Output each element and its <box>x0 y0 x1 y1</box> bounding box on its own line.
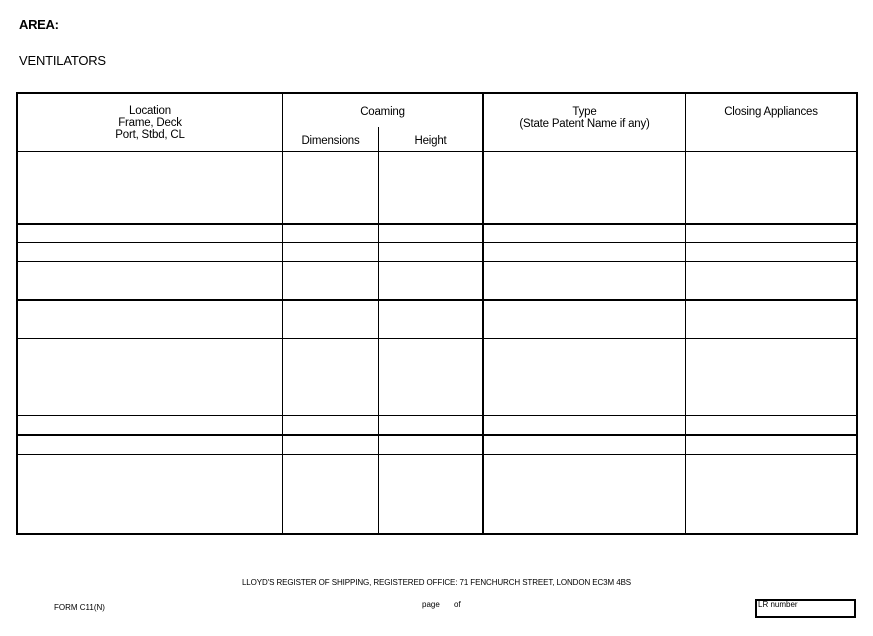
table-border-left <box>16 92 18 535</box>
header-type <box>484 106 685 130</box>
footer-registered-office: LLOYD'S REGISTER OF SHIPPING, REGISTERED OFFICE: 71 FENCHURCH STREET, LONDON EC3M 4BS <box>241 578 632 587</box>
table-border-top <box>16 92 858 94</box>
page-label: page <box>422 600 440 609</box>
header-location-line1: Location <box>129 105 171 117</box>
table-border-right <box>856 92 858 535</box>
column-divider <box>378 127 379 535</box>
row-divider <box>16 338 858 339</box>
header-coaming-height: Height <box>414 135 447 147</box>
header-divider <box>16 151 858 152</box>
header-location-line3: Port, Stbd, CL <box>115 129 185 141</box>
row-divider <box>16 299 858 301</box>
column-divider <box>685 92 686 535</box>
column-divider <box>282 92 283 535</box>
header-coaming: Coaming <box>360 106 405 118</box>
header-type-line1: Type <box>572 106 597 118</box>
area-label: AREA: <box>19 17 59 32</box>
row-divider <box>16 434 858 436</box>
form-id: FORM C11(N) <box>54 603 105 612</box>
row-divider <box>16 261 858 262</box>
header-location <box>18 105 282 141</box>
table-border-bottom <box>16 533 858 535</box>
header-closing-appliances: Closing Appliances <box>724 106 818 118</box>
row-divider <box>16 454 858 455</box>
header-coaming-dimensions: Dimensions <box>301 135 360 147</box>
lr-number-label: LR number <box>758 600 798 609</box>
column-divider <box>482 92 484 535</box>
row-divider <box>16 242 858 243</box>
header-location-line2: Frame, Deck <box>118 117 182 129</box>
page-of-label: of <box>454 600 461 609</box>
row-divider <box>16 415 858 416</box>
header-type-line2: (State Patent Name if any) <box>519 118 650 130</box>
row-divider <box>16 223 858 225</box>
section-title: VENTILATORS <box>19 53 106 68</box>
